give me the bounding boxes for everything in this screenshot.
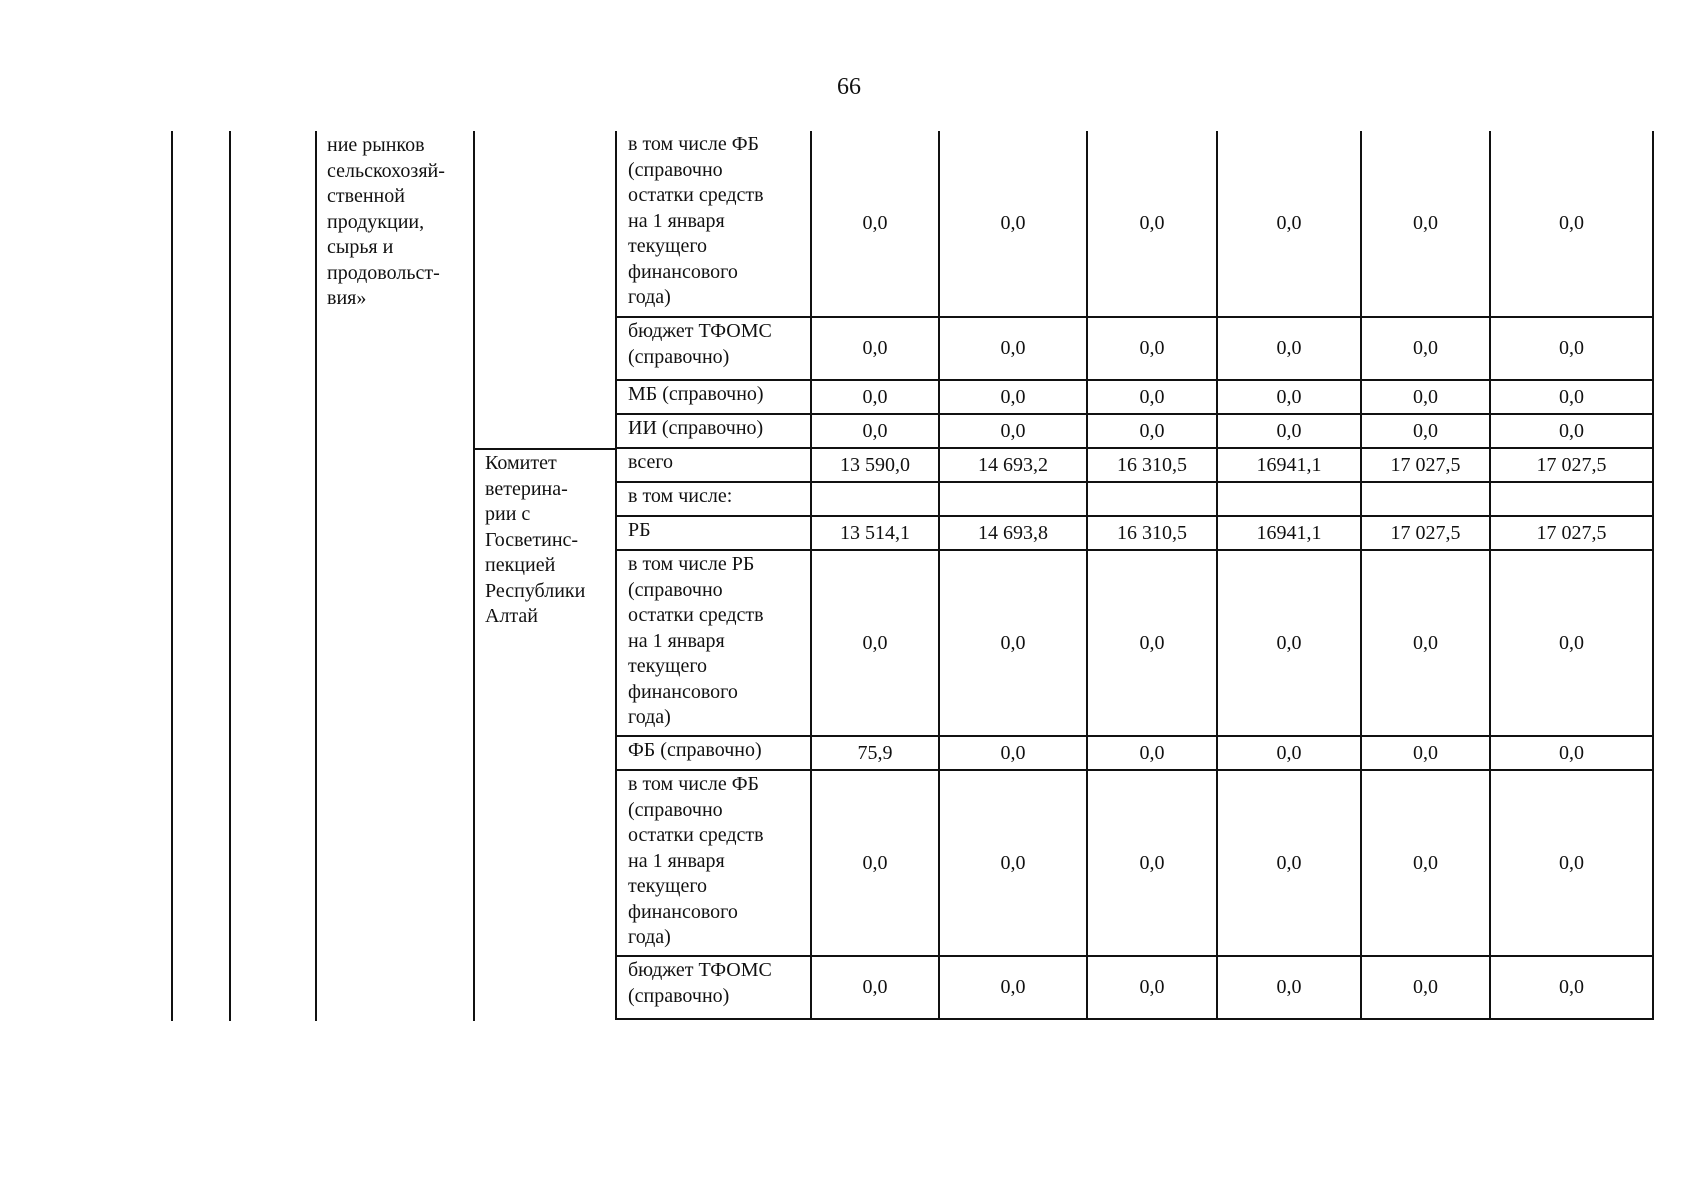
organization-line: Алтай bbox=[485, 605, 538, 627]
label-line: финансового bbox=[628, 260, 738, 283]
column-border-1 bbox=[171, 131, 173, 1021]
label-line: (справочно) bbox=[628, 345, 730, 368]
value-cell: 0,0 bbox=[1217, 736, 1361, 770]
lower-block bbox=[616, 448, 1653, 1019]
label-line: (справочно bbox=[628, 798, 723, 821]
row-label bbox=[616, 956, 811, 1019]
page-number: 66 bbox=[837, 74, 861, 100]
label-line: текущего bbox=[628, 875, 708, 897]
organization-line: ветерина- bbox=[485, 477, 568, 500]
value-cell: 0,0 bbox=[1361, 550, 1490, 736]
value-cell: 0,0 bbox=[1217, 550, 1361, 736]
event-name-line: вия» bbox=[327, 287, 367, 309]
value-cell: 0,0 bbox=[1087, 550, 1217, 736]
value-cell: 0,0 bbox=[1217, 380, 1361, 414]
table-row bbox=[616, 448, 1653, 482]
value-cell: 17 027,5 bbox=[1361, 448, 1490, 482]
value-cell bbox=[1361, 482, 1490, 516]
value-cell: 0,0 bbox=[939, 380, 1087, 414]
value-cell bbox=[811, 482, 939, 516]
row-label bbox=[616, 131, 811, 317]
value-cell: 0,0 bbox=[1217, 317, 1361, 380]
label-line: текущего bbox=[628, 655, 708, 677]
value-cell: 0,0 bbox=[1490, 414, 1653, 448]
table-row bbox=[616, 956, 1653, 1019]
label-line: года) bbox=[628, 706, 671, 728]
value-cell: 0,0 bbox=[811, 414, 939, 448]
row-label: в том числе: bbox=[616, 482, 811, 516]
label-line: бюджет ТФОМС bbox=[628, 320, 772, 342]
table-row bbox=[616, 770, 1653, 956]
value-cell: 16 310,5 bbox=[1087, 448, 1217, 482]
organization-line: пекцией bbox=[485, 554, 556, 576]
table-row bbox=[616, 550, 1653, 736]
column-border-2 bbox=[229, 131, 231, 1021]
value-cell bbox=[939, 482, 1087, 516]
label-line: на 1 января bbox=[628, 629, 725, 652]
value-cell: 0,0 bbox=[1490, 770, 1653, 956]
row-label: РБ bbox=[616, 516, 811, 550]
value-cell: 0,0 bbox=[1361, 131, 1490, 317]
event-name-line: ственной bbox=[327, 185, 405, 207]
table-row bbox=[616, 414, 1653, 448]
value-cell: 0,0 bbox=[939, 131, 1087, 317]
event-name-line: сельскохозяй- bbox=[327, 159, 445, 182]
table-row bbox=[616, 317, 1653, 380]
value-cell bbox=[1217, 482, 1361, 516]
table-row bbox=[616, 516, 1653, 550]
value-cell: 14 693,8 bbox=[939, 516, 1087, 550]
value-cell: 0,0 bbox=[1490, 956, 1653, 1019]
table-row bbox=[616, 736, 1653, 770]
value-cell: 0,0 bbox=[1087, 736, 1217, 770]
value-cell: 0,0 bbox=[939, 414, 1087, 448]
label-line: остатки средств bbox=[628, 604, 764, 626]
value-cell: 0,0 bbox=[939, 317, 1087, 380]
value-cell: 0,0 bbox=[1490, 131, 1653, 317]
value-cell: 0,0 bbox=[939, 736, 1087, 770]
row-label: ИИ (справочно) bbox=[616, 414, 811, 448]
value-cell: 16 310,5 bbox=[1087, 516, 1217, 550]
label-line: года) bbox=[628, 926, 671, 948]
value-cell: 0,0 bbox=[939, 956, 1087, 1019]
value-cell: 0,0 bbox=[1490, 550, 1653, 736]
label-line: на 1 января bbox=[628, 209, 725, 232]
value-cell: 0,0 bbox=[1087, 770, 1217, 956]
upper-block bbox=[616, 131, 1653, 448]
value-cell bbox=[1490, 482, 1653, 516]
label-line: текущего bbox=[628, 235, 708, 257]
value-cell: 0,0 bbox=[939, 770, 1087, 956]
value-cell: 0,0 bbox=[1361, 414, 1490, 448]
label-line: остатки средств bbox=[628, 184, 764, 206]
value-cell: 0,0 bbox=[1087, 380, 1217, 414]
value-cell: 0,0 bbox=[1087, 414, 1217, 448]
value-cell: 0,0 bbox=[811, 956, 939, 1019]
value-cell: 14 693,2 bbox=[939, 448, 1087, 482]
value-cell: 17 027,5 bbox=[1490, 516, 1653, 550]
value-cell: 0,0 bbox=[811, 380, 939, 414]
value-cell: 75,9 bbox=[811, 736, 939, 770]
organization-name bbox=[485, 451, 620, 630]
value-cell: 0,0 bbox=[1361, 317, 1490, 380]
column-border-4 bbox=[473, 131, 475, 1021]
value-cell: 13 590,0 bbox=[811, 448, 939, 482]
value-cell: 0,0 bbox=[1361, 736, 1490, 770]
value-cell: 0,0 bbox=[811, 550, 939, 736]
value-cell: 0,0 bbox=[1087, 956, 1217, 1019]
row-label: МБ (справочно) bbox=[616, 380, 811, 414]
value-cell: 0,0 bbox=[1217, 770, 1361, 956]
value-cell: 0,0 bbox=[1361, 380, 1490, 414]
value-cell: 0,0 bbox=[1217, 131, 1361, 317]
row-label bbox=[616, 770, 811, 956]
organization-line: рии с bbox=[485, 503, 531, 525]
organization-line: Республики bbox=[485, 579, 586, 602]
table-row bbox=[616, 131, 1653, 317]
value-cell: 0,0 bbox=[939, 550, 1087, 736]
organization-top-border bbox=[473, 448, 617, 450]
value-cell: 0,0 bbox=[811, 131, 939, 317]
value-cell: 0,0 bbox=[1217, 956, 1361, 1019]
value-cell: 0,0 bbox=[1361, 956, 1490, 1019]
label-line: в том числе ФБ bbox=[628, 773, 759, 795]
table-row bbox=[616, 482, 1653, 516]
value-cell: 17 027,5 bbox=[1490, 448, 1653, 482]
value-cell bbox=[1087, 482, 1217, 516]
table-row bbox=[616, 380, 1653, 414]
value-cell: 16941,1 bbox=[1217, 448, 1361, 482]
value-cell: 0,0 bbox=[1490, 380, 1653, 414]
event-name-line: продукции, bbox=[327, 210, 425, 233]
financing-table bbox=[615, 131, 1654, 1020]
value-cell: 0,0 bbox=[811, 317, 939, 380]
row-label: всего bbox=[616, 448, 811, 482]
label-line: на 1 января bbox=[628, 849, 725, 872]
value-cell: 16941,1 bbox=[1217, 516, 1361, 550]
label-line: года) bbox=[628, 286, 671, 308]
value-cell: 13 514,1 bbox=[811, 516, 939, 550]
row-label bbox=[616, 317, 811, 380]
event-name-line: ние рынков bbox=[327, 134, 425, 156]
row-label: ФБ (справочно) bbox=[616, 736, 811, 770]
organization-line: Госветинс- bbox=[485, 528, 579, 551]
event-name-line: продовольст- bbox=[327, 261, 440, 284]
label-line: в том числе РБ bbox=[628, 553, 755, 575]
value-cell: 0,0 bbox=[1490, 317, 1653, 380]
label-line: финансового bbox=[628, 900, 738, 923]
label-line: остатки средств bbox=[628, 824, 764, 846]
label-line: (справочно) bbox=[628, 984, 730, 1007]
value-cell: 0,0 bbox=[1490, 736, 1653, 770]
label-line: бюджет ТФОМС bbox=[628, 959, 772, 981]
column-border-3 bbox=[315, 131, 317, 1021]
value-cell: 17 027,5 bbox=[1361, 516, 1490, 550]
label-line: в том числе ФБ bbox=[628, 133, 759, 155]
event-name bbox=[327, 133, 467, 312]
event-name-line: сырья и bbox=[327, 236, 394, 258]
row-label bbox=[616, 550, 811, 736]
label-line: финансового bbox=[628, 680, 738, 703]
value-cell: 0,0 bbox=[1217, 414, 1361, 448]
organization-line: Комитет bbox=[485, 452, 557, 474]
value-cell: 0,0 bbox=[811, 770, 939, 956]
label-line: (справочно bbox=[628, 578, 723, 601]
value-cell: 0,0 bbox=[1087, 131, 1217, 317]
value-cell: 0,0 bbox=[1361, 770, 1490, 956]
value-cell: 0,0 bbox=[1087, 317, 1217, 380]
label-line: (справочно bbox=[628, 158, 723, 181]
